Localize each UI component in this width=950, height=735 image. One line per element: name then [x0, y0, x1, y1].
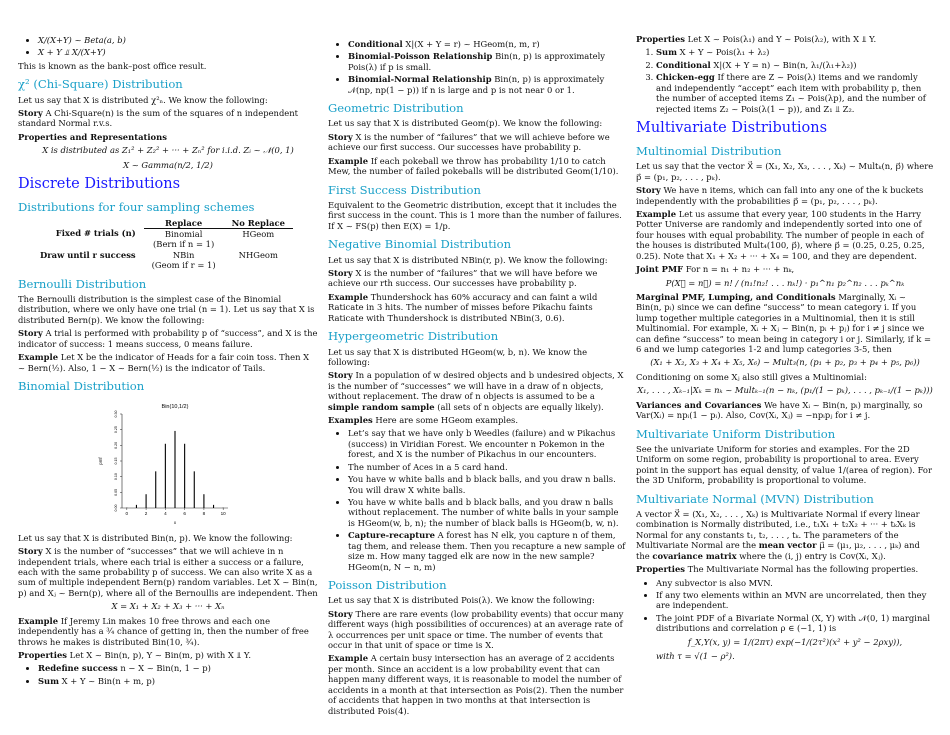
props-text: Let X ~ Pois(λ₁) and Y ~ Pois(λ₂), with X ⫫ Y.	[687, 34, 877, 44]
negbin-story	[328, 268, 626, 289]
multinomial-story	[636, 185, 934, 206]
mvn-intro	[636, 509, 934, 561]
poisson-intro: Let us say that X is distributed Pois(λ). We know the following:	[328, 595, 595, 606]
multinomial-heading: Multinomial Distribution	[636, 143, 782, 158]
multinomial-intro: Let us say that the vector X⃗ = (X₁, X₂, X₃, . . . , Xₖ) ~ Multₖ(n, p⃗) where p⃗ = (p₁, p₂, . . . , pₖ).	[636, 161, 934, 182]
chi-eq-1: X is distributed as Z₁² + Z₂² + ··· + Zₙ² for i.i.d. Zᵢ ~ 𝒩(0, 1)	[42, 145, 294, 156]
var-text: We have Xᵢ ~ Bin(n, pᵢ) marginally, so Var(Xᵢ) = npᵢ(1 − pᵢ). Also, Cov(Xᵢ, Xⱼ) = −npᵢpⱼ for i ≠ j.	[636, 399, 923, 421]
geometric-story	[328, 132, 626, 153]
hypergeo-examples	[328, 415, 626, 425]
binomial-heading: Binomial Distribution	[18, 378, 145, 393]
x-tick-label: 4	[164, 511, 167, 517]
item-text: X|(X + Y = n) ~ Bin(n, λ₁/(λ₁+λ₂))	[713, 59, 857, 70]
story-text-end: (all sets of n objects are equally likely).	[437, 401, 604, 412]
example-text: If Jeremy Lin makes 10 free throws and each one independently has a ¾ chance of getting in, then the number of free throws he makes is distributed Bin(10, ¾).	[18, 615, 309, 647]
props-label: Properties	[18, 649, 67, 660]
var-cov	[636, 400, 934, 421]
item-text: X + Y ~ Pois(λ₁ + λ₂)	[679, 47, 770, 58]
bank-post-office-text: This is known as the bank–post office result.	[18, 60, 207, 71]
mvn-intro-a: A vector X⃗ = (X₁, X₂, . . . , Xₖ) is Multivariate Normal if every linear combination is Normally distributed, i.e., t₁X₁ + t₂X₂ + ··· + tₖXₖ is Normal for any constants t₁, t₂, . . . , tₖ. The parameters of the Multivariate Normal are the	[636, 509, 920, 551]
geometric-intro: Let us say that X is distributed Geom(p). We know the following:	[328, 118, 603, 129]
story-text: In a population of w desired objects and b undesired objects, X is the number of “successes” we will have in a draw of n objects, without replacement. The draw of n objects is assumed to be a	[328, 370, 624, 402]
cell-subtext: (Bern if n = 1)	[153, 239, 215, 250]
col-noreplace: No Replace	[224, 218, 293, 229]
table-cell	[144, 250, 224, 271]
props-text: The Multivariate Normal has the following properties.	[687, 564, 919, 575]
item-label: Sum	[656, 47, 677, 58]
binomial-props	[18, 650, 318, 660]
chi-props-label: Properties and Representations	[18, 131, 167, 142]
mv-uniform-heading: Multivariate Uniform Distribution	[636, 426, 836, 441]
row-label: Draw until r success	[40, 249, 136, 260]
list-item	[656, 47, 934, 57]
y-tick-label: 0.00	[113, 504, 118, 512]
example-label: Example	[18, 615, 59, 626]
item-label: Conditional	[656, 59, 711, 70]
example-text: Let us assume that every year, 100 students in the Harry Potter Universe are randomly and independently sorted into one of four houses with equal probability. The number of people in each of the houses is distributed Mult₄(100, p⃗), where p⃗ = (0.25, 0.25, 0.25, 0.25). Note that X₁ + X₂ + ··· + X₄ = 100, and they are dependent.	[636, 208, 925, 261]
chart-title: Bin(10,1/2)	[161, 404, 189, 411]
item-label: Sum	[38, 675, 59, 686]
binomial-relationships	[328, 39, 626, 95]
x-axis-label: x	[173, 520, 177, 526]
column-3	[636, 34, 934, 665]
list-item: • The number of Aces in a 5 card hand.	[348, 462, 626, 472]
example-label: Example	[18, 352, 59, 363]
mvn-props	[636, 564, 934, 574]
geometric-heading: Geometric Distribution	[328, 101, 464, 116]
example-label: Example	[636, 208, 677, 219]
y-tick-label: 0.10	[113, 473, 118, 481]
joint-pmf	[636, 264, 934, 274]
y-tick-label: 0.25	[113, 426, 118, 434]
y-tick-label: 0.20	[113, 442, 118, 450]
x-tick-label: 8	[202, 511, 206, 517]
item-text: A forest has N elk, you capture n of them, tag them, and release them. Then you recapture a new sample of size m. How many tagged elk are now in the new sample? HGeom(n, N − n, m)	[348, 530, 626, 572]
binomial-intro: Let us say that X is distributed Bin(n, p). We know the following:	[18, 532, 293, 543]
item-label: Binomial-Normal Relationship	[348, 74, 492, 85]
row-label: Fixed # trials (n)	[55, 228, 136, 239]
item-label: Conditional	[348, 39, 403, 49]
chi-eq-2: X ~ Gamma(n/2, 1/2)	[123, 159, 213, 170]
story-text: A trial is performed with probability p of “success”, and X is the indicator of success: 1 means success, 0 means failure.	[18, 328, 318, 349]
props-label: Properties	[636, 34, 685, 44]
story-text: We have n items, which can fall into any one of the k buckets independently with the probabilities p⃗ = (p₁, p₂, . . . , pₖ).	[636, 185, 924, 206]
item-text: X|(X + Y = r) ~ HGeom(n, m, r)	[405, 39, 540, 49]
negbin-intro: Let us say that X is distributed NBin(r, p). We know the following:	[328, 254, 608, 265]
poisson-props-list	[636, 47, 934, 114]
cov-matrix-bold: covariance matrix	[652, 550, 737, 561]
bernoulli-example	[18, 352, 318, 373]
list-item	[348, 51, 626, 72]
list-item	[656, 613, 934, 662]
marginal-pmf	[636, 292, 934, 355]
example-label: Example	[328, 291, 369, 302]
x-tick-label: 10	[220, 511, 226, 517]
story-label: Story	[18, 546, 43, 557]
mvn-props-list	[636, 578, 934, 662]
table-cell	[144, 228, 224, 249]
hypergeo-heading: Hypergeometric Distribution	[328, 329, 499, 344]
marg-text: Marginally, Xᵢ ~ Bin(n, pᵢ) since we can define “success” to mean category i. If you lump together multiple categories in a Multinomial, then it is still Multinomial. For example, Xᵢ + Xⱼ ~ Bin(n, pᵢ + pⱼ) for i ≠ j since we can define “success” to mean being in category i or j. Similarly, if k = 6 and we lump categories 1-2 and lump categories 3-5, then	[636, 291, 931, 355]
table-row	[32, 250, 293, 271]
y-tick-label: 0.30	[113, 410, 118, 418]
poisson-heading: Poisson Distribution	[328, 577, 447, 592]
multinomial-example	[636, 209, 934, 261]
poisson-example	[328, 653, 626, 716]
chi-intro: Let us say that X is distributed χ²ₙ. We know the following:	[18, 94, 268, 105]
hypergeo-story	[328, 370, 626, 412]
mvn-intro-c: where the (i, j) entry is Cov(Xᵢ, Xⱼ).	[739, 550, 886, 561]
chi-story-text: A Chi-Square(n) is the sum of the squares of n independent standard Normal r.v.s.	[18, 108, 299, 129]
story-label: Story	[328, 370, 353, 381]
list-item	[348, 530, 626, 572]
x-tick-label: 0	[125, 511, 129, 517]
item-text: X + Y ~ Bin(n + m, p)	[61, 675, 155, 686]
list-item: • X + Y ⫫ X/(X+Y)	[38, 47, 318, 57]
list-item	[38, 676, 318, 686]
tau-def: with τ = √(1 − ρ²).	[656, 651, 735, 662]
item-text: Bin(n, p) is approximately 𝒩(np, np(1 − p)) if n is large and p is not near 0 or 1.	[348, 74, 605, 95]
mv-uniform-text: See the univariate Uniform for stories and examples. For the 2D Uniform on some region, probability is proportional to area. Every point in the support has equal density, of value 1/(area of region). For the 3D Uniform, probability is proportional to volume.	[636, 443, 932, 486]
first-success-text: Equivalent to the Geometric distribution, except that it includes the first success in the count. This is 1 more than the number of failures. If X ~ FS(p) then E(X) = 1/p.	[328, 199, 622, 231]
props-text: Let X ~ Bin(n, p), Y ~ Bin(m, p) with X ⫫ Y.	[69, 649, 251, 660]
item-text: The joint PDF of a Bivariate Normal (X, Y) with 𝒩(0, 1) marginal distributions and correlation ρ ∈ (−1, 1) is	[656, 612, 931, 634]
examples-label: Examples	[328, 415, 373, 426]
item-text: n − X ~ Bin(n, 1 − p)	[120, 663, 211, 674]
cell-text: Binomial	[164, 228, 203, 239]
example-text: A certain busy intersection has an average of 2 accidents per month. Since an accident is a low probability event that can happen many different ways, it is reasonable to model the number of accidents in a month at that intersection as Pois(2). Then the number of accidents that happen in two months at that intersection is distributed Pois(4).	[328, 653, 624, 716]
cell-text: NBin	[172, 249, 195, 260]
story-label: Story	[18, 328, 43, 339]
bernoulli-intro: The Bernoulli distribution is the simplest case of the Binomial distribution, where we only have one trial (n = 1). Let us say that X is distributed Bern(p). We know the following:	[18, 294, 315, 325]
binomial-sum-eq: X = X₁ + X₂ + X₃ + ··· + Xₙ	[111, 601, 225, 612]
poisson-props	[636, 34, 934, 44]
chi-story	[18, 108, 318, 129]
list-item	[348, 39, 626, 49]
first-success-heading: First Success Distribution	[328, 182, 481, 197]
binomial-story	[18, 546, 318, 598]
list-item: • X/(X+Y) ~ Beta(a, b)	[38, 35, 318, 45]
example-label: Example	[328, 653, 369, 664]
list-item: • Any subvector is also MVN.	[656, 578, 934, 588]
y-axis-label: pmf	[98, 457, 103, 465]
poisson-story	[328, 609, 626, 651]
story-label: Story	[328, 268, 353, 279]
bernoulli-heading: Bernoulli Distribution	[18, 276, 147, 291]
list-item	[656, 60, 934, 70]
table-cell: NHGeom	[238, 249, 278, 260]
example-text: If each pokeball we throw has probability 1/10 to catch Mew, the number of failed pokeballs will be distributed Geom(1/10).	[328, 155, 619, 177]
chi-square-heading: χ² (Chi-Square) Distribution	[18, 77, 183, 92]
srs-bold: simple random sample	[328, 401, 435, 412]
jpmf-label: Joint PMF	[636, 264, 684, 275]
list-item: • You have w white balls and b black balls, and you draw n balls. You will draw X white balls.	[348, 474, 626, 495]
sampling-schemes-table	[32, 218, 293, 271]
negbin-example	[328, 292, 626, 323]
binomial-prop-list	[18, 663, 318, 686]
x-tick-label: 6	[183, 511, 186, 517]
x-tick-label: 2	[144, 511, 148, 517]
binomial-example	[18, 616, 318, 647]
marg-label: Marginal PMF, Lumping, and Conditionals	[636, 291, 836, 302]
story-label: Story	[18, 108, 43, 119]
item-label: Capture-recapture	[348, 530, 435, 541]
story-text: X is the number of “successes” that we will achieve in n independent trials, where each trial is either a success or a failure, each with the same probability p of success. We can also write X as a sum of multiple independent Bern(p) random variables. Let X ~ Bin(n, p) and Xⱼ ~ Bern(p), where all of the Bernoullis are independent. Then	[18, 546, 318, 598]
item-label: Binomial-Poisson Relationship	[348, 51, 493, 62]
example-text: Thundershock has 60% accuracy and can faint a wild Raticate in 3 hits. The number of misses before Pikachu faints Raticate with Thundershock is distributed NBin(3, 0.6).	[328, 291, 598, 323]
discrete-distributions-heading: Discrete Distributions	[18, 176, 181, 193]
list-item	[348, 74, 626, 95]
cond-text: Conditioning on some Xⱼ also still gives a Multinomial:	[636, 371, 867, 382]
table-row	[32, 228, 293, 249]
story-label: Story	[328, 131, 353, 142]
y-tick-label: 0.05	[113, 489, 118, 497]
story-text: There are rare events (low probability events) that occur many different ways (high possibilities of occurences) at an average rate of λ occurrences per unit space or time. The number of events that occur in that unit of space or time is X.	[328, 608, 624, 651]
list-item: • If any two elements within an MVN are uncorrelated, then they are independent.	[656, 590, 934, 611]
binomial-pmf-chart	[96, 400, 236, 526]
column-1	[18, 34, 318, 689]
jpmf-text: For n = n₁ + n₂ + ··· + nₖ,	[685, 264, 795, 275]
item-label: Redefine success	[38, 663, 118, 674]
list-item	[38, 663, 318, 673]
props-label: Properties	[636, 564, 685, 575]
example-text: Let X be the indicator of Heads for a fair coin toss. Then X ~ Bern(½). Also, 1 − X ~ Bern(½) is the indicator of Tails.	[18, 352, 310, 373]
story-text: X is the number of “failures” that we will have before we achieve our rth success. Our successes have probability p.	[328, 268, 598, 289]
column-2	[328, 38, 626, 719]
table-cell: HGeom	[242, 228, 275, 239]
bvn-pdf-eq: f_X,Y(x, y) = 1/(2πτ) exp(−1/(2τ²)(x² + y² − 2ρxy)),	[687, 636, 903, 647]
item-text: Bin(n, p) is approximately Pois(λ) if p is small.	[348, 51, 606, 72]
bernoulli-story	[18, 328, 318, 349]
example-label: Example	[328, 155, 369, 166]
mvn-heading: Multivariate Normal (MVN) Distribution	[636, 491, 874, 506]
y-tick-label: 0.15	[113, 457, 118, 465]
examples-intro: Here are some HGeom examples.	[375, 415, 518, 426]
multivariate-heading: Multivariate Distributions	[636, 119, 828, 136]
item-text: If there are Z ~ Pois(λ) items and we randomly and independently “accept” each item with probability p, then the number of accepted items Z₁ ~ Pois(λp), and the number of rejected items Z₂ ~ Pois(λ(1 − p)), and Z₁ ⫫ Z₂.	[656, 72, 926, 114]
list-item	[656, 72, 934, 114]
hypergeo-example-list	[328, 428, 626, 571]
story-text: X is the number of “failures” that we will achieve before we achieve our first success. Our successes have probability p.	[328, 131, 610, 153]
list-item: • Let’s say that we have only b Weedles (failure) and w Pikachus (success) in Viridian Forest. We encounter n Pokemon in the forest, and X is the number of Pikachus in our encounters.	[348, 428, 626, 459]
sampling-schemes-heading: Distributions for four sampling schemes	[18, 200, 255, 215]
item-label: Chicken-egg	[656, 72, 715, 83]
cond-eq: X₁, . . . , Xₖ₋₁|Xₖ = nₖ ~ Multₖ₋₁(n − nₖ, (p₁/(1 − pₖ), . . . , pₖ₋₁/(1 − pₖ)))	[637, 385, 933, 396]
cell-subtext: (Geom if r = 1)	[151, 260, 216, 271]
negbin-heading: Negative Binomial Distribution	[328, 237, 512, 252]
geometric-example	[328, 156, 626, 177]
jpmf-eq: P(X⃗ = n⃗) = n! / (n₁!n₂! . . . nₖ!) · p₁^n₁ p₂^n₂ . . . pₖ^nₖ	[665, 277, 905, 288]
lump-eq: (X₁ + X₂, X₃ + X₄ + X₅, X₆) ~ Mult₃(n, (p₁ + p₂, p₃ + p₄ + p₅, p₆))	[650, 357, 920, 368]
mean-vector-bold: mean vector	[758, 540, 817, 551]
col-replace: Replace	[144, 218, 224, 229]
beta-bullets	[18, 35, 318, 58]
story-label: Story	[636, 185, 661, 196]
hypergeo-intro: Let us say that X is distributed HGeom(w, b, n). We know the following:	[328, 346, 588, 367]
table-header-row	[32, 218, 293, 229]
var-label: Variances and Covariances	[636, 399, 762, 410]
story-label: Story	[328, 608, 353, 619]
mvn-intro-b: μ⃗ = (μ₁, μ₂, . . . , μₖ) and the	[636, 540, 920, 561]
list-item: • You have w white balls and b black balls, and you draw n balls without replacement. The number of white balls in your sample is HGeom(w, b, n); the number of black balls is HGeom(b, w, n).	[348, 497, 626, 528]
